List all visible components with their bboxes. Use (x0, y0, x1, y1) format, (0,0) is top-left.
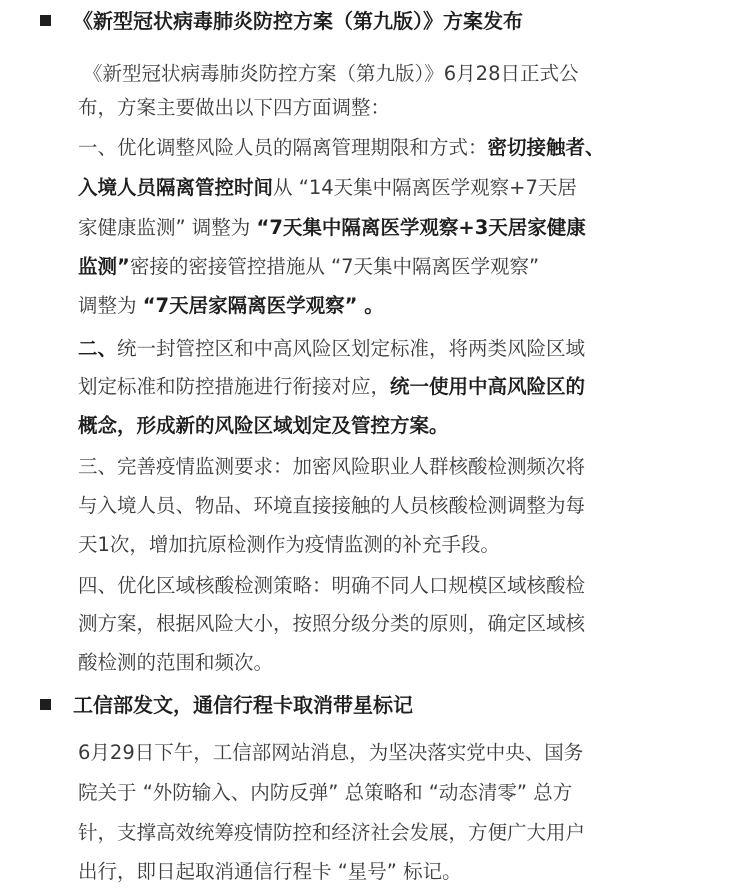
item3-line-3: 天1次，增加抗原检测作为疫情监测的补充手段。 (78, 533, 500, 556)
item1-line-3 (78, 213, 586, 243)
item2-text: 统一封管控区和中高风险区划定标准，将两类风险区域 (117, 337, 586, 360)
item1-text: 从 “14天集中隔离医学观察+7天居 (273, 176, 577, 199)
item4-line-1: 四、优化区域核酸检测策略：明确不同人口规模区域核酸检 (78, 574, 586, 597)
item4-line-2: 测方案，根据风险大小，按照分级分类的原则，确定区域核 (78, 612, 586, 635)
section2-line-1: 6月29日下午，工信部网站消息，为坚决落实党中央、国务 (78, 741, 584, 764)
item2-line-2 (78, 372, 585, 402)
item1-text: 家健康监测” 调整为 (78, 216, 257, 239)
section2-line-4: 出行，即日起取消通信行程卡 “星号” 标记。 (78, 860, 462, 883)
item1-emphasis: 监测” (78, 255, 130, 278)
section2-line-3: 针，支撑高效统筹疫情防控和经济社会发展，方便广大用户 (78, 821, 586, 844)
intro-line-1: 《新型冠状病毒肺炎防控方案（第九版）》6月28日正式公 (83, 62, 579, 85)
square-bullet-icon (40, 15, 51, 26)
item1-line-1 (78, 133, 605, 163)
item1-emphasis: 入境人员隔离管控时间 (78, 176, 274, 199)
section2-heading (40, 690, 413, 720)
intro-line-2: 布，方案主要做出以下四方面调整： (78, 96, 391, 119)
section1-title: 《新型冠状病毒肺炎防控方案（第九版）》方案发布 (73, 9, 523, 33)
item1-line-5 (78, 291, 384, 321)
item2-text: 划定标准和防控措施进行衔接对应， (78, 375, 391, 398)
item1-emphasis: 密切接触者、 (487, 136, 605, 159)
item1-emphasis: “7天居家隔离医学观察” 。 (142, 294, 384, 317)
item1-text: 密接的密接管控措施从 “7天集中隔离医学观察” (129, 255, 540, 278)
section1-heading (40, 6, 523, 36)
item1-text: 一、优化调整风险人员的隔离管理期限和方式： (78, 136, 488, 159)
square-bullet-icon (40, 699, 51, 710)
item2-line-1 (78, 334, 585, 364)
item1-text: 调整为 (78, 294, 143, 317)
item2-number: 二、 (78, 337, 118, 360)
section2-line-2: 院关于 “外防输入、内防反弹” 总策略和 “动态清零” 总方 (78, 781, 573, 804)
item1-line-2 (78, 173, 577, 203)
item1-emphasis: “7天集中隔离医学观察+3天居家健康 (256, 216, 586, 239)
item3-line-1: 三、完善疫情监测要求：加密风险职业人群核酸检测频次将 (78, 455, 586, 478)
item1-line-4 (78, 252, 539, 282)
item3-line-2: 与入境人员、物品、环境直接接触的人员核酸检测调整为每 (78, 494, 586, 517)
item2-emphasis: 统一使用中高风险区的 (390, 375, 586, 398)
item2-line-3: 概念，形成新的风险区域划定及管控方案。 (78, 414, 449, 437)
item4-line-3: 酸检测的范围和频次。 (78, 651, 274, 674)
section2-title: 工信部发文，通信行程卡取消带星标记 (73, 693, 413, 717)
